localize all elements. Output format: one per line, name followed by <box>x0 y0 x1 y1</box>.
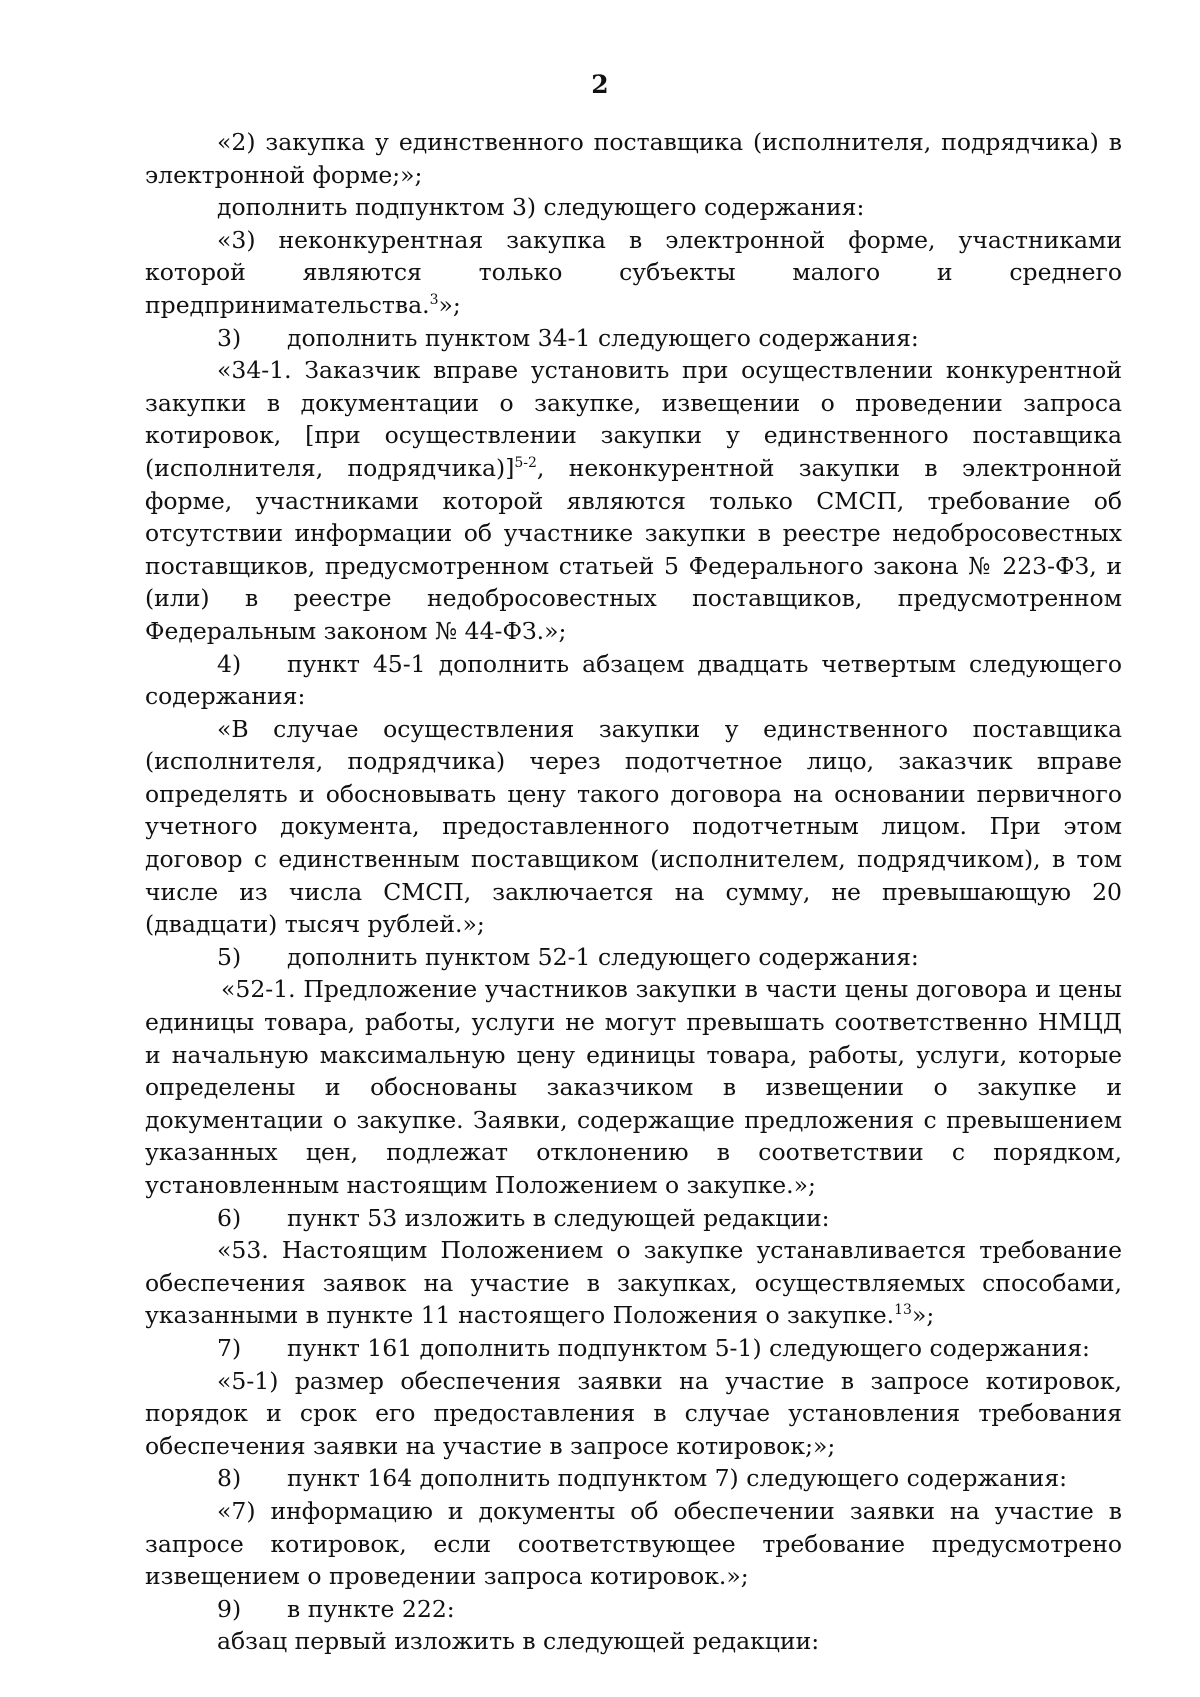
paragraph-quote-2: «3) неконкурентная закупка в электронной форме, участниками которой являются только субъекты малого и среднего предпринимательства.$^3$»; <box>145 225 1122 319</box>
list-item-8 <box>145 1462 1122 1495</box>
list-item-4 <box>145 648 1122 713</box>
paragraph-quote-53: «53. Настоящим Положением о закупке устанавливается требование обеспечения заявок на участие в закупках, осуществляемых способами, указанными в пункте 11 настоящего Положения о закупке.$^{13}$»; <box>145 1236 1122 1330</box>
paragraph-instruction: дополнить подпунктом 3) следующего содержания: <box>217 193 865 222</box>
list-item-text: дополнить пунктом 52-1 следующего содержания: <box>287 942 919 971</box>
list-item-text: пункт 53 изложить в следующей редакции: <box>287 1203 830 1232</box>
paragraph-last: абзац первый изложить в следующей редакции: <box>217 1627 820 1656</box>
paragraph-quote-1: «2) закупка у единственного поставщика (исполнителя, подрядчика) в электронной форме;»; <box>145 128 1122 189</box>
list-item-text: пункт 164 дополнить подпунктом 7) следующего содержания: <box>287 1464 1068 1493</box>
paragraph-quote-45-1: «В случае осуществления закупки у единственного поставщика (исполнителя, подрядчика) через подотчетное лицо, заказчик вправе определять и обосновывать цену такого договора на основании первичного учетного документа, предоставленного подотчетным лицом. При этом договор с единственным поставщиком (исполнителем, подрядчиком), в том числе из числа СМСП, заключается на сумму, не превышающую 20 (двадцати) тысяч рублей.»; <box>145 714 1122 939</box>
footnote-ref: 3 <box>429 292 439 309</box>
list-item-6 <box>145 1202 1122 1235</box>
list-item-5 <box>145 941 1122 974</box>
list-item-text: в пункте 222: <box>287 1594 455 1623</box>
list-item-number: 6) <box>217 1203 242 1232</box>
list-item-number: 7) <box>217 1333 242 1362</box>
paragraph-quote-52-1: «52-1. Предложение участников закупки в части цены договора и цены единицы товара, работы, услуги не могут превышать соответственно НМЦД и начальную максимальную цену единицы товара, работы, услуги, которые определены и обоснованы заказчиком в извещении о закупке и документации о закупке. Заявки, содержащие предложения с превышением указанных цен, подлежат отклонению в соответствии с порядком, установленным настоящим Положением о закупке.»; <box>145 975 1122 1199</box>
list-item-number: 8) <box>217 1464 242 1493</box>
list-item-number: 4) <box>217 649 242 678</box>
page-number: 2 <box>591 70 609 99</box>
list-item-9 <box>145 1593 1122 1626</box>
document-body <box>145 126 1122 1658</box>
list-item-number: 9) <box>217 1594 242 1623</box>
list-item-number: 3) <box>217 323 242 352</box>
list-item-text: пункт 45-1 дополнить абзацем двадцать четвертым следующего содержания: <box>145 649 1122 711</box>
paragraph-quote-7: «7) информацию и документы об обеспечении заявки на участие в запросе котировок, если соответствующее требование предусмотрено извещением о проведении запроса котировок.»; <box>145 1496 1122 1591</box>
paragraph-quote-34-1: «34-1. Заказчик вправе установить при осуществлении конкурентной закупки в документации о закупке, извещении о проведении запроса котировок, [при осуществлении закупки у единственного поставщика (исполнителя, подрядчика)]$^{5-2}$, неконкурентной закупки в электронной форме, участниками которой являются только СМСП, требование об отсутствии информации об участнике закупки в реестре недобросовестных поставщиков, предусмотренном статьей 5 Федерального закона № 223-ФЗ, и (или) в реестре недобросовестных поставщиков, предусмотренном Федеральным законом № 44-ФЗ.»; <box>145 356 1122 645</box>
list-item-7 <box>145 1332 1122 1365</box>
list-item-text: дополнить пунктом 34-1 следующего содержания: <box>287 323 919 352</box>
list-item-number: 5) <box>217 942 242 971</box>
list-item-3 <box>145 322 1122 355</box>
list-item-text: пункт 161 дополнить подпунктом 5-1) следующего содержания: <box>287 1333 1090 1362</box>
paragraph-quote-5-1: «5-1) размер обеспечения заявки на участие в запросе котировок, порядок и срок его предоставления в случае установления требования обеспечения заявки на участие в запросе котировок;»; <box>145 1366 1122 1460</box>
footnote-ref: 13 <box>894 1302 912 1319</box>
footnote-ref: 5-2 <box>514 455 537 472</box>
